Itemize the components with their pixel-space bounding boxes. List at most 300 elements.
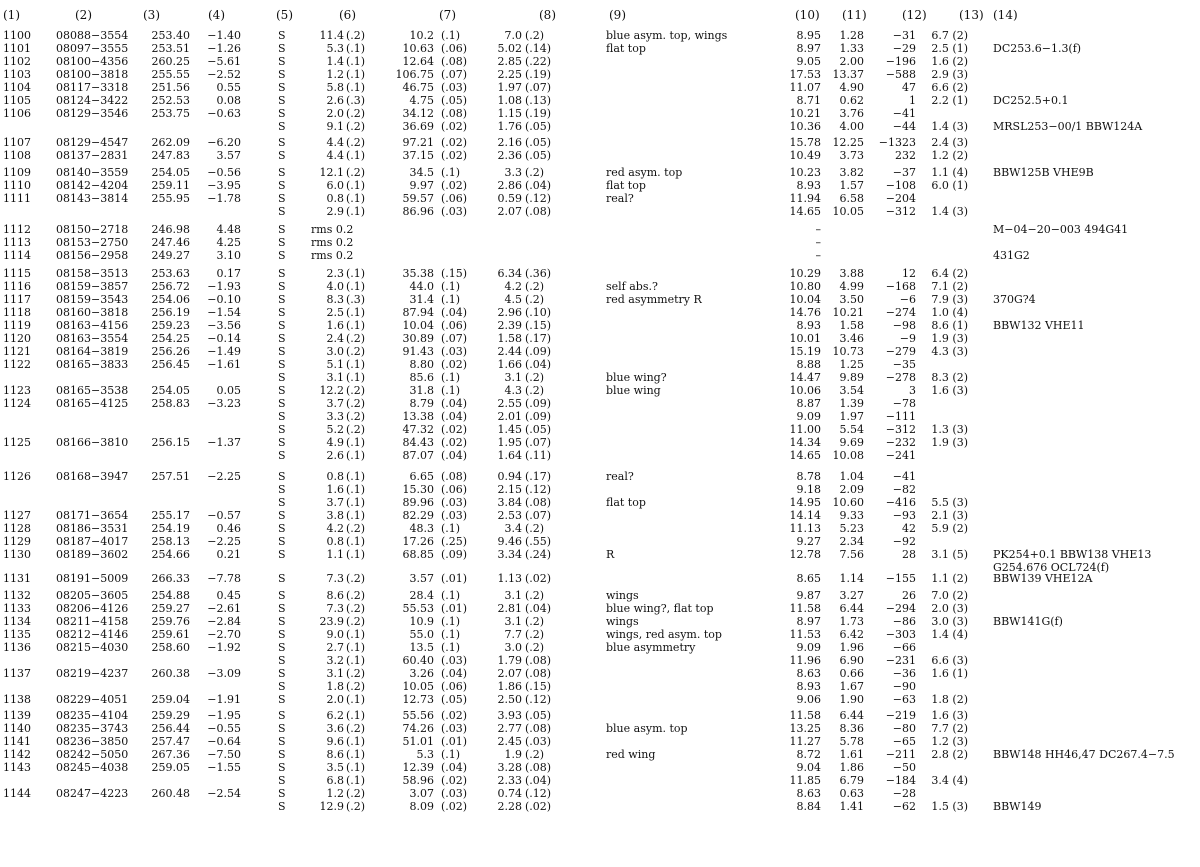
col-velocity: 12.64 — [402, 55, 434, 68]
col-linewidth-error: (.15) — [525, 319, 552, 332]
col-linewidth-error: (.05) — [525, 149, 552, 162]
col-distance: 11.00 — [789, 423, 821, 436]
col-velocity: 6.65 — [409, 470, 434, 483]
col-survey-flag: S — [278, 509, 286, 522]
col-linewidth-error: (.09) — [525, 410, 552, 423]
col-latitude: −0.56 — [207, 166, 241, 179]
col-velocity: 47.32 — [402, 423, 434, 436]
col-longitude: 256.19 — [151, 306, 190, 319]
col-galactocentric-radius: 7.56 — [839, 548, 864, 561]
col-peak-temperature: 3.8 — [326, 509, 344, 522]
col-peak-temperature: 5.2 — [326, 423, 344, 436]
col-peak-temperature: 3.1 — [326, 667, 344, 680]
col-velocity: 59.57 — [402, 192, 434, 205]
col-survey-flag: S — [278, 192, 286, 205]
col-peak-temperature-error: (.3) — [346, 94, 366, 107]
col-notes: BBW132 VHE11 — [993, 319, 1085, 332]
col-linewidth-error: (.04) — [525, 602, 552, 615]
col-peak-temperature: 4.4 — [326, 149, 344, 162]
col-height: 42 — [902, 522, 916, 535]
col-peak-temperature-error: (.2) — [346, 423, 366, 436]
col-peak-temperature-error: (.1) — [346, 470, 366, 483]
col-velocity-error: (.04) — [441, 306, 468, 319]
col-survey-flag: S — [278, 589, 286, 602]
col-velocity-error: (.1) — [441, 615, 461, 628]
col-velocity-error: (.04) — [441, 410, 468, 423]
col-iras-name: 08129−4547 — [56, 136, 129, 149]
col-velocity-error: (.03) — [441, 722, 468, 735]
col-latitude: −2.84 — [207, 615, 241, 628]
col-velocity: 10.05 — [402, 680, 434, 693]
col-comments: real? — [606, 470, 634, 483]
col-velocity: 55.53 — [402, 602, 434, 615]
col-iras-name: 08150−2718 — [56, 223, 129, 236]
col-linewidth: 3.1 — [504, 615, 522, 628]
col-linewidth-error: (.02) — [525, 800, 552, 813]
col-luminosity: 1.6 (1) — [931, 667, 968, 680]
col-galactocentric-radius: 1.73 — [839, 615, 864, 628]
col-distance: 14.76 — [789, 306, 821, 319]
col-galactocentric-radius: 10.21 — [832, 306, 864, 319]
col-survey-flag: S — [278, 68, 286, 81]
col-notes: BBW148 HH46,47 DC267.4−7.5 — [993, 748, 1175, 761]
col-notes: 370G?4 — [993, 293, 1036, 306]
col-comments: wings — [606, 589, 639, 602]
col-velocity-error: (.25) — [441, 535, 468, 548]
col-survey-flag: S — [278, 107, 286, 120]
col-source-number: 1115 — [3, 267, 31, 280]
col-latitude: 0.21 — [216, 548, 241, 561]
col-linewidth: 2.01 — [497, 410, 522, 423]
col-peak-temperature: rms 0.2 — [311, 249, 354, 262]
col-longitude: 259.76 — [151, 615, 190, 628]
col-distance: 8.71 — [796, 94, 821, 107]
col-galactocentric-radius: 1.58 — [839, 319, 864, 332]
col-survey-flag: S — [278, 236, 286, 249]
col-peak-temperature-error: (.2) — [346, 522, 366, 535]
col-galactocentric-radius: 1.97 — [839, 410, 864, 423]
col-survey-flag: S — [278, 522, 286, 535]
col-iras-name: 08212−4146 — [56, 628, 129, 641]
col-distance: 11.58 — [789, 602, 821, 615]
col-luminosity: 1.4 (3) — [931, 205, 968, 218]
col-peak-temperature: 4.9 — [326, 436, 344, 449]
col-peak-temperature-error: (.1) — [346, 81, 366, 94]
col-source-number: 1143 — [3, 761, 31, 774]
col-galactocentric-radius: 5.78 — [839, 735, 864, 748]
col-latitude: −0.57 — [207, 509, 241, 522]
col-linewidth: 2.86 — [497, 179, 522, 192]
col-height: −155 — [885, 572, 916, 585]
col-latitude: −1.26 — [207, 42, 241, 55]
col-distance: 10.36 — [789, 120, 821, 133]
col-distance: 11.58 — [789, 709, 821, 722]
col-linewidth: 2.07 — [497, 667, 522, 680]
col-distance: 8.97 — [796, 615, 821, 628]
col-iras-name: 08229−4051 — [56, 693, 129, 706]
col-survey-flag: S — [278, 293, 286, 306]
col-iras-name: 08242−5050 — [56, 748, 129, 761]
col-comments: self abs.? — [606, 280, 658, 293]
col-longitude: 254.05 — [151, 166, 190, 179]
col-survey-flag: S — [278, 641, 286, 654]
col-linewidth-error: (.2) — [525, 628, 545, 641]
col-velocity: 8.09 — [409, 800, 434, 813]
col-velocity-error: (.03) — [441, 496, 468, 509]
col-velocity: 46.75 — [402, 81, 434, 94]
col-peak-temperature: 3.5 — [326, 761, 344, 774]
col-peak-temperature: 4.2 — [326, 522, 344, 535]
col-height: −231 — [885, 654, 916, 667]
col-linewidth-error: (.09) — [525, 345, 552, 358]
col-survey-flag: S — [278, 166, 286, 179]
col-peak-temperature: 12.2 — [319, 384, 344, 397]
col-velocity-error: (.07) — [441, 68, 468, 81]
col-velocity: 37.15 — [402, 149, 434, 162]
col-longitude: 260.25 — [151, 55, 190, 68]
col-linewidth-error: (.07) — [525, 436, 552, 449]
col-linewidth-error: (.05) — [525, 709, 552, 722]
col-linewidth: 1.08 — [497, 94, 522, 107]
col-height: −111 — [885, 410, 916, 423]
col-height: −241 — [885, 449, 916, 462]
col-survey-flag: S — [278, 280, 286, 293]
col-galactocentric-radius: 3.76 — [839, 107, 864, 120]
col-peak-temperature-error: (.2) — [346, 136, 366, 149]
col-latitude: −1.93 — [207, 280, 241, 293]
col-velocity-error: (.09) — [441, 548, 468, 561]
col-velocity: 10.2 — [409, 29, 434, 42]
col-longitude: 252.53 — [151, 94, 190, 107]
col-survey-flag: S — [278, 410, 286, 423]
col-latitude: 0.08 — [216, 94, 241, 107]
col-longitude: 249.27 — [151, 249, 190, 262]
col-longitude: 253.51 — [151, 42, 190, 55]
col-iras-name: 08129−3546 — [56, 107, 129, 120]
col-luminosity: 5.9 (2) — [931, 522, 968, 535]
col-peak-temperature: 5.8 — [326, 81, 344, 94]
col-galactocentric-radius: 10.60 — [832, 496, 864, 509]
col-source-number: 1135 — [3, 628, 31, 641]
col-linewidth: 3.1 — [504, 589, 522, 602]
col-peak-temperature: 8.6 — [326, 748, 344, 761]
col-linewidth: 1.76 — [497, 120, 522, 133]
col-luminosity: 1.9 (3) — [931, 332, 968, 345]
col-velocity: 91.43 — [402, 345, 434, 358]
col-linewidth: 2.85 — [497, 55, 522, 68]
col-source-number: 1141 — [3, 735, 31, 748]
col-comments: real? — [606, 192, 634, 205]
column-header-11: (11) — [842, 8, 867, 22]
col-peak-temperature-error: (.2) — [346, 332, 366, 345]
col-velocity-error: (.02) — [441, 709, 468, 722]
col-distance: 10.29 — [789, 267, 821, 280]
col-distance: 9.05 — [796, 55, 821, 68]
col-latitude: −7.50 — [207, 748, 241, 761]
col-iras-name: 08153−2750 — [56, 236, 129, 249]
col-peak-temperature-error: (.2) — [346, 800, 366, 813]
col-velocity-error: (.04) — [441, 397, 468, 410]
col-source-number: 1132 — [3, 589, 31, 602]
col-peak-temperature-error: (.1) — [346, 436, 366, 449]
col-linewidth-error: (.24) — [525, 548, 552, 561]
col-source-number: 1123 — [3, 384, 31, 397]
col-longitude: 254.66 — [151, 548, 190, 561]
col-peak-temperature-error: (.2) — [346, 345, 366, 358]
col-distance: – — [815, 223, 821, 236]
col-source-number: 1114 — [3, 249, 31, 262]
col-distance: 8.97 — [796, 42, 821, 55]
col-velocity-error: (.07) — [441, 332, 468, 345]
col-source-number: 1138 — [3, 693, 31, 706]
col-linewidth-error: (.2) — [525, 280, 545, 293]
col-comments: R — [606, 548, 615, 561]
col-galactocentric-radius: 12.25 — [832, 136, 864, 149]
col-galactocentric-radius: 1.33 — [839, 42, 864, 55]
col-peak-temperature: 4.4 — [326, 136, 344, 149]
col-latitude: −2.54 — [207, 787, 241, 800]
col-source-number: 1106 — [3, 107, 31, 120]
col-height: −168 — [885, 280, 916, 293]
col-velocity-error: (.1) — [441, 641, 461, 654]
col-peak-temperature-error: (.2) — [346, 602, 366, 615]
col-linewidth: 2.15 — [497, 483, 522, 496]
col-distance: 15.78 — [789, 136, 821, 149]
col-latitude: −1.55 — [207, 761, 241, 774]
col-height: −278 — [885, 371, 916, 384]
col-iras-name: 08187−4017 — [56, 535, 129, 548]
col-peak-temperature: 12.1 — [319, 166, 344, 179]
col-comments: flat top — [606, 496, 646, 509]
col-velocity: 31.8 — [409, 384, 434, 397]
col-notes: MRSL253−00/1 BBW124A — [993, 120, 1143, 133]
col-source-number: 1122 — [3, 358, 31, 371]
col-source-number: 1102 — [3, 55, 31, 68]
col-galactocentric-radius: 1.25 — [839, 358, 864, 371]
col-survey-flag: S — [278, 223, 286, 236]
col-height: −312 — [885, 423, 916, 436]
col-velocity: 15.30 — [402, 483, 434, 496]
col-velocity-error: (.02) — [441, 358, 468, 371]
col-height: 47 — [902, 81, 916, 94]
col-linewidth-error: (.12) — [525, 192, 552, 205]
col-latitude: −1.54 — [207, 306, 241, 319]
col-latitude: 3.10 — [216, 249, 241, 262]
col-linewidth: 2.81 — [497, 602, 522, 615]
col-velocity-error: (.02) — [441, 774, 468, 787]
col-linewidth: 2.77 — [497, 722, 522, 735]
col-survey-flag: S — [278, 120, 286, 133]
col-distance: 14.34 — [789, 436, 821, 449]
col-linewidth-error: (.13) — [525, 94, 552, 107]
col-velocity: 97.21 — [402, 136, 434, 149]
col-velocity-error: (.1) — [441, 280, 461, 293]
col-longitude: 255.95 — [151, 192, 190, 205]
col-distance: 10.80 — [789, 280, 821, 293]
col-longitude: 256.15 — [151, 436, 190, 449]
col-longitude: 260.48 — [151, 787, 190, 800]
col-luminosity: 1.1 (4) — [931, 166, 968, 179]
col-peak-temperature: 1.8 — [326, 680, 344, 693]
col-longitude: 258.60 — [151, 641, 190, 654]
col-peak-temperature-error: (.1) — [346, 55, 366, 68]
col-height: −588 — [885, 68, 916, 81]
col-galactocentric-radius: 6.58 — [839, 192, 864, 205]
col-survey-flag: S — [278, 332, 286, 345]
col-distance: 14.14 — [789, 509, 821, 522]
col-distance: 10.21 — [789, 107, 821, 120]
col-luminosity: 6.0 (1) — [931, 179, 968, 192]
col-notes: DC252.5+0.1 — [993, 94, 1069, 107]
col-linewidth: 1.97 — [497, 81, 522, 94]
col-longitude: 259.11 — [151, 179, 190, 192]
col-peak-temperature: 1.1 — [326, 548, 344, 561]
col-distance: 8.93 — [796, 319, 821, 332]
col-velocity: 87.94 — [402, 306, 434, 319]
col-velocity: 28.4 — [409, 589, 434, 602]
col-notes: BBW139 VHE12A — [993, 572, 1093, 585]
col-distance: 10.49 — [789, 149, 821, 162]
col-peak-temperature-error: (.2) — [346, 680, 366, 693]
col-galactocentric-radius: 10.08 — [832, 449, 864, 462]
col-longitude: 247.46 — [151, 236, 190, 249]
col-velocity-error: (.01) — [441, 735, 468, 748]
col-peak-temperature-error: (.2) — [346, 667, 366, 680]
col-linewidth-error: (.08) — [525, 722, 552, 735]
col-height: −31 — [892, 29, 916, 42]
col-linewidth: 2.16 — [497, 136, 522, 149]
col-linewidth: 3.84 — [497, 496, 522, 509]
col-iras-name: 08191−5009 — [56, 572, 129, 585]
col-latitude: −2.70 — [207, 628, 241, 641]
col-distance: 14.95 — [789, 496, 821, 509]
col-peak-temperature: 5.1 — [326, 358, 344, 371]
col-luminosity: 3.1 (5) — [931, 548, 968, 561]
col-notes: BBW125B VHE9B — [993, 166, 1094, 179]
col-galactocentric-radius: 1.61 — [839, 748, 864, 761]
col-comments: blue asym. top — [606, 722, 688, 735]
col-distance: 10.01 — [789, 332, 821, 345]
col-peak-temperature-error: (.1) — [346, 641, 366, 654]
col-velocity: 74.26 — [402, 722, 434, 735]
column-header-8: (8) — [539, 8, 556, 22]
col-comments: blue asymmetry — [606, 641, 696, 654]
col-peak-temperature-error: (.2) — [346, 410, 366, 423]
col-survey-flag: S — [278, 693, 286, 706]
col-distance: 8.72 — [796, 748, 821, 761]
col-iras-name: 08247−4223 — [56, 787, 129, 800]
col-distance: 12.78 — [789, 548, 821, 561]
col-iras-name: 08163−3554 — [56, 332, 129, 345]
col-latitude: −1.92 — [207, 641, 241, 654]
col-peak-temperature-error: (.1) — [346, 483, 366, 496]
col-peak-temperature-error: (.1) — [346, 496, 366, 509]
col-source-number: 1134 — [3, 615, 31, 628]
col-linewidth: 2.07 — [497, 205, 522, 218]
col-linewidth: 2.28 — [497, 800, 522, 813]
col-linewidth-error: (.07) — [525, 509, 552, 522]
col-peak-temperature-error: (.2) — [346, 589, 366, 602]
col-luminosity: 6.4 (2) — [931, 267, 968, 280]
col-luminosity: 2.4 (3) — [931, 136, 968, 149]
col-galactocentric-radius: 2.00 — [839, 55, 864, 68]
col-survey-flag: S — [278, 55, 286, 68]
col-source-number: 1119 — [3, 319, 31, 332]
column-header-6: (6) — [339, 8, 356, 22]
col-velocity: 10.04 — [402, 319, 434, 332]
col-galactocentric-radius: 8.36 — [839, 722, 864, 735]
col-survey-flag: S — [278, 496, 286, 509]
col-survey-flag: S — [278, 384, 286, 397]
col-survey-flag: S — [278, 345, 286, 358]
col-peak-temperature: 6.0 — [326, 179, 344, 192]
col-linewidth-error: (.05) — [525, 136, 552, 149]
col-iras-name: 08165−3833 — [56, 358, 129, 371]
col-velocity: 55.56 — [402, 709, 434, 722]
col-peak-temperature-error: (.1) — [346, 371, 366, 384]
col-galactocentric-radius: 1.39 — [839, 397, 864, 410]
col-linewidth-error: (.12) — [525, 787, 552, 800]
col-peak-temperature: 2.9 — [326, 205, 344, 218]
col-source-number: 1126 — [3, 470, 31, 483]
col-peak-temperature: 6.2 — [326, 709, 344, 722]
col-source-number: 1113 — [3, 236, 31, 249]
col-peak-temperature-error: (.2) — [346, 120, 366, 133]
col-distance: – — [815, 249, 821, 262]
col-peak-temperature: 23.9 — [319, 615, 344, 628]
col-longitude: 254.19 — [151, 522, 190, 535]
col-peak-temperature-error: (.1) — [346, 449, 366, 462]
col-iras-name: 08235−3743 — [56, 722, 129, 735]
col-height: −90 — [892, 680, 916, 693]
col-peak-temperature-error: (.1) — [346, 535, 366, 548]
col-height: 1 — [909, 94, 916, 107]
col-height: −184 — [885, 774, 916, 787]
col-peak-temperature-error: (.2) — [346, 166, 366, 179]
col-galactocentric-radius: 3.88 — [839, 267, 864, 280]
col-velocity: 60.40 — [402, 654, 434, 667]
col-comments: wings — [606, 615, 639, 628]
col-peak-temperature: 0.8 — [326, 535, 344, 548]
col-distance: 11.07 — [789, 81, 821, 94]
col-peak-temperature-error: (.1) — [346, 267, 366, 280]
col-luminosity: 2.5 (1) — [931, 42, 968, 55]
col-iras-name: 08097−3555 — [56, 42, 129, 55]
col-source-number: 1118 — [3, 306, 31, 319]
col-linewidth: 1.64 — [497, 449, 522, 462]
col-survey-flag: S — [278, 267, 286, 280]
col-peak-temperature-error: (.2) — [346, 107, 366, 120]
col-linewidth: 2.53 — [497, 509, 522, 522]
col-galactocentric-radius: 4.99 — [839, 280, 864, 293]
col-survey-flag: S — [278, 787, 286, 800]
col-iras-name: 08160−3818 — [56, 306, 129, 319]
col-galactocentric-radius: 6.44 — [839, 602, 864, 615]
col-height: −98 — [892, 319, 916, 332]
col-galactocentric-radius: 0.63 — [839, 787, 864, 800]
col-peak-temperature: 3.7 — [326, 397, 344, 410]
col-luminosity: 8.3 (2) — [931, 371, 968, 384]
col-linewidth-error: (.02) — [525, 572, 552, 585]
col-notes: 431G2 — [993, 249, 1030, 262]
col-velocity: 85.6 — [409, 371, 434, 384]
col-linewidth: 7.7 — [504, 628, 522, 641]
col-latitude: −1.95 — [207, 709, 241, 722]
col-velocity-error: (.03) — [441, 787, 468, 800]
col-height: −82 — [892, 483, 916, 496]
col-peak-temperature: 2.3 — [326, 267, 344, 280]
col-height: −274 — [885, 306, 916, 319]
